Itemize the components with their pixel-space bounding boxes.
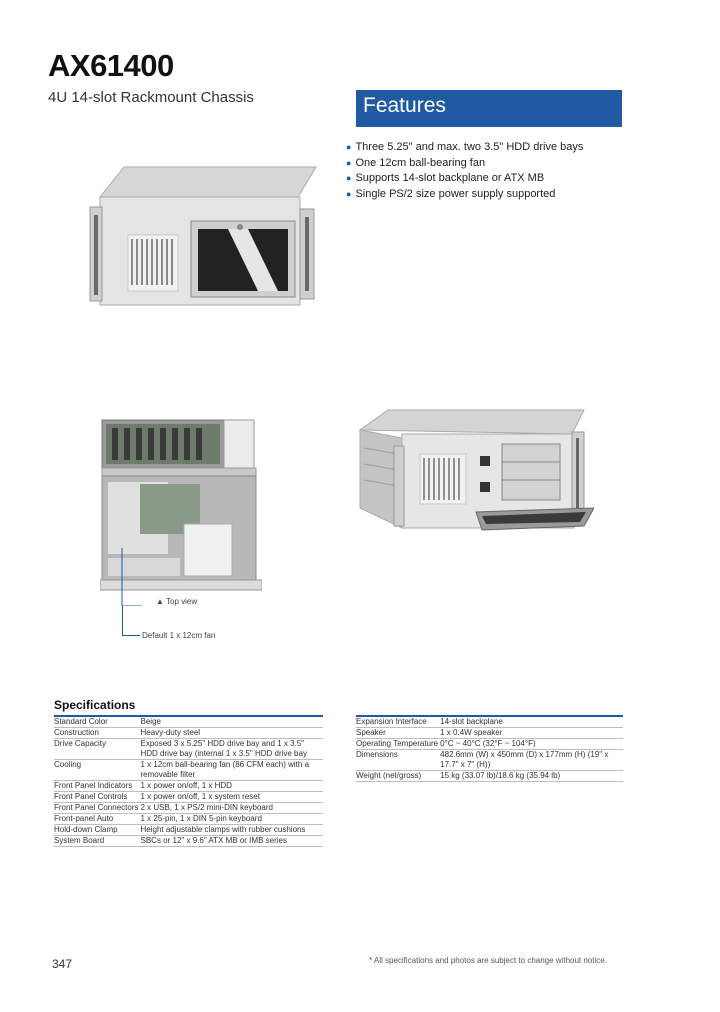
table-row — [54, 728, 323, 739]
spec-value: 1 x 12cm ball-bearing fan (86 CFM each) with a removable filter — [141, 760, 324, 781]
chassis-angle-image — [358, 408, 594, 532]
page-number: 347 — [52, 957, 73, 971]
table-row — [54, 792, 323, 803]
product-subtitle: 4U 14-slot Rackmount Chassis — [48, 89, 254, 106]
feature-item: ● One 12cm ball-bearing fan — [346, 156, 486, 169]
spec-label: Hold-down Clamp — [54, 825, 141, 836]
spec-label: Front-panel Auto — [54, 814, 141, 825]
spec-value: Height adjustable clamps with rubber cushions — [141, 825, 324, 836]
spec-label: Speaker — [356, 728, 440, 739]
fan-pointer-tick — [122, 635, 140, 636]
spec-value: SBCs or 12" x 9.6" ATX MB or IMB series — [141, 836, 324, 847]
spec-label: Front Panel Indicators — [54, 781, 141, 792]
table-row — [54, 825, 323, 836]
chassis-front-image — [88, 165, 320, 313]
spec-label: Weight (net/gross) — [356, 771, 440, 782]
table-row — [54, 781, 323, 792]
bullet-icon: ● — [346, 142, 352, 152]
spec-label: Operating Temperature — [356, 739, 439, 748]
table-row — [54, 760, 323, 781]
specifications-title: Specifications — [54, 698, 136, 712]
bullet-icon: ● — [346, 173, 352, 183]
chassis-top-view-image — [100, 418, 262, 606]
spec-label: Front Panel Controls — [54, 792, 141, 803]
feature-item: ● Single PS/2 size power supply supported — [346, 187, 556, 200]
spec-value: 1 x power on/off, 1 x system reset — [141, 792, 324, 803]
spec-value: 1 x 0.4W speaker — [440, 728, 623, 739]
spec-value: 2 x USB, 1 x PS/2 mini-DIN keyboard — [141, 803, 324, 814]
product-model: AX61400 — [48, 48, 174, 83]
table-row — [356, 750, 623, 771]
bullet-icon: ● — [346, 157, 352, 168]
spec-value: 15 kg (33.07 lb)/18.6 kg (35.94 lb) — [440, 771, 623, 782]
spec-label: Cooling — [54, 760, 141, 781]
spec-value: 14-slot backplane — [440, 716, 623, 728]
spec-label: Front Panel Connectors — [54, 803, 139, 812]
table-row — [54, 716, 323, 728]
feature-item: ● Supports 14-slot backplane or ATX MB — [346, 172, 545, 184]
spec-label: Construction — [54, 728, 141, 739]
spec-value: 1 x power on/off, 1 x HDD — [141, 781, 324, 792]
spec-value: Heavy-duty steel — [141, 728, 324, 739]
bullet-icon: ● — [346, 188, 352, 199]
spec-value: Exposed 3 x 5.25" HDD drive bay and 1 x 3.5" HDD drive bay (internal 1 x 3.5" HDD drive bay — [141, 739, 324, 760]
spec-label: Expansion Interface — [356, 716, 440, 728]
spec-label: System Board — [54, 836, 141, 847]
table-row — [54, 836, 323, 847]
spec-label: Drive Capacity — [54, 739, 141, 760]
table-row — [356, 716, 623, 728]
features-list — [346, 140, 583, 202]
table-row — [54, 803, 323, 814]
top-view-caption: ▲ Top view — [156, 597, 198, 606]
feature-item: ● Three 5.25" and max. two 3.5" HDD drive bays — [346, 141, 584, 153]
spec-value: 482.6mm (W) x 450mm (D) x 177mm (H) (19" x 17.7" x 7" (H)) — [440, 750, 623, 771]
spec-value: 0°C ~ 40°C (32°F ~ 104°F) — [440, 739, 623, 750]
spec-label: Standard Color — [54, 716, 141, 728]
table-row — [356, 739, 623, 750]
table-row — [356, 771, 623, 782]
spec-table-right — [356, 715, 623, 782]
features-title: Features — [363, 94, 446, 117]
spec-value: Beige — [141, 716, 324, 728]
footnote: * All specifications and photos are subject to change without notice. — [369, 956, 607, 965]
spec-table-left — [54, 715, 323, 847]
spec-label: Dimensions — [356, 750, 440, 771]
fan-pointer-line — [122, 606, 123, 636]
table-row — [54, 739, 323, 760]
spec-value: 1 x 25-pin, 1 x DIN 5-pin keyboard — [141, 814, 324, 825]
fan-caption: Default 1 x 12cm fan — [142, 631, 216, 640]
table-row — [54, 814, 323, 825]
table-row — [356, 728, 623, 739]
